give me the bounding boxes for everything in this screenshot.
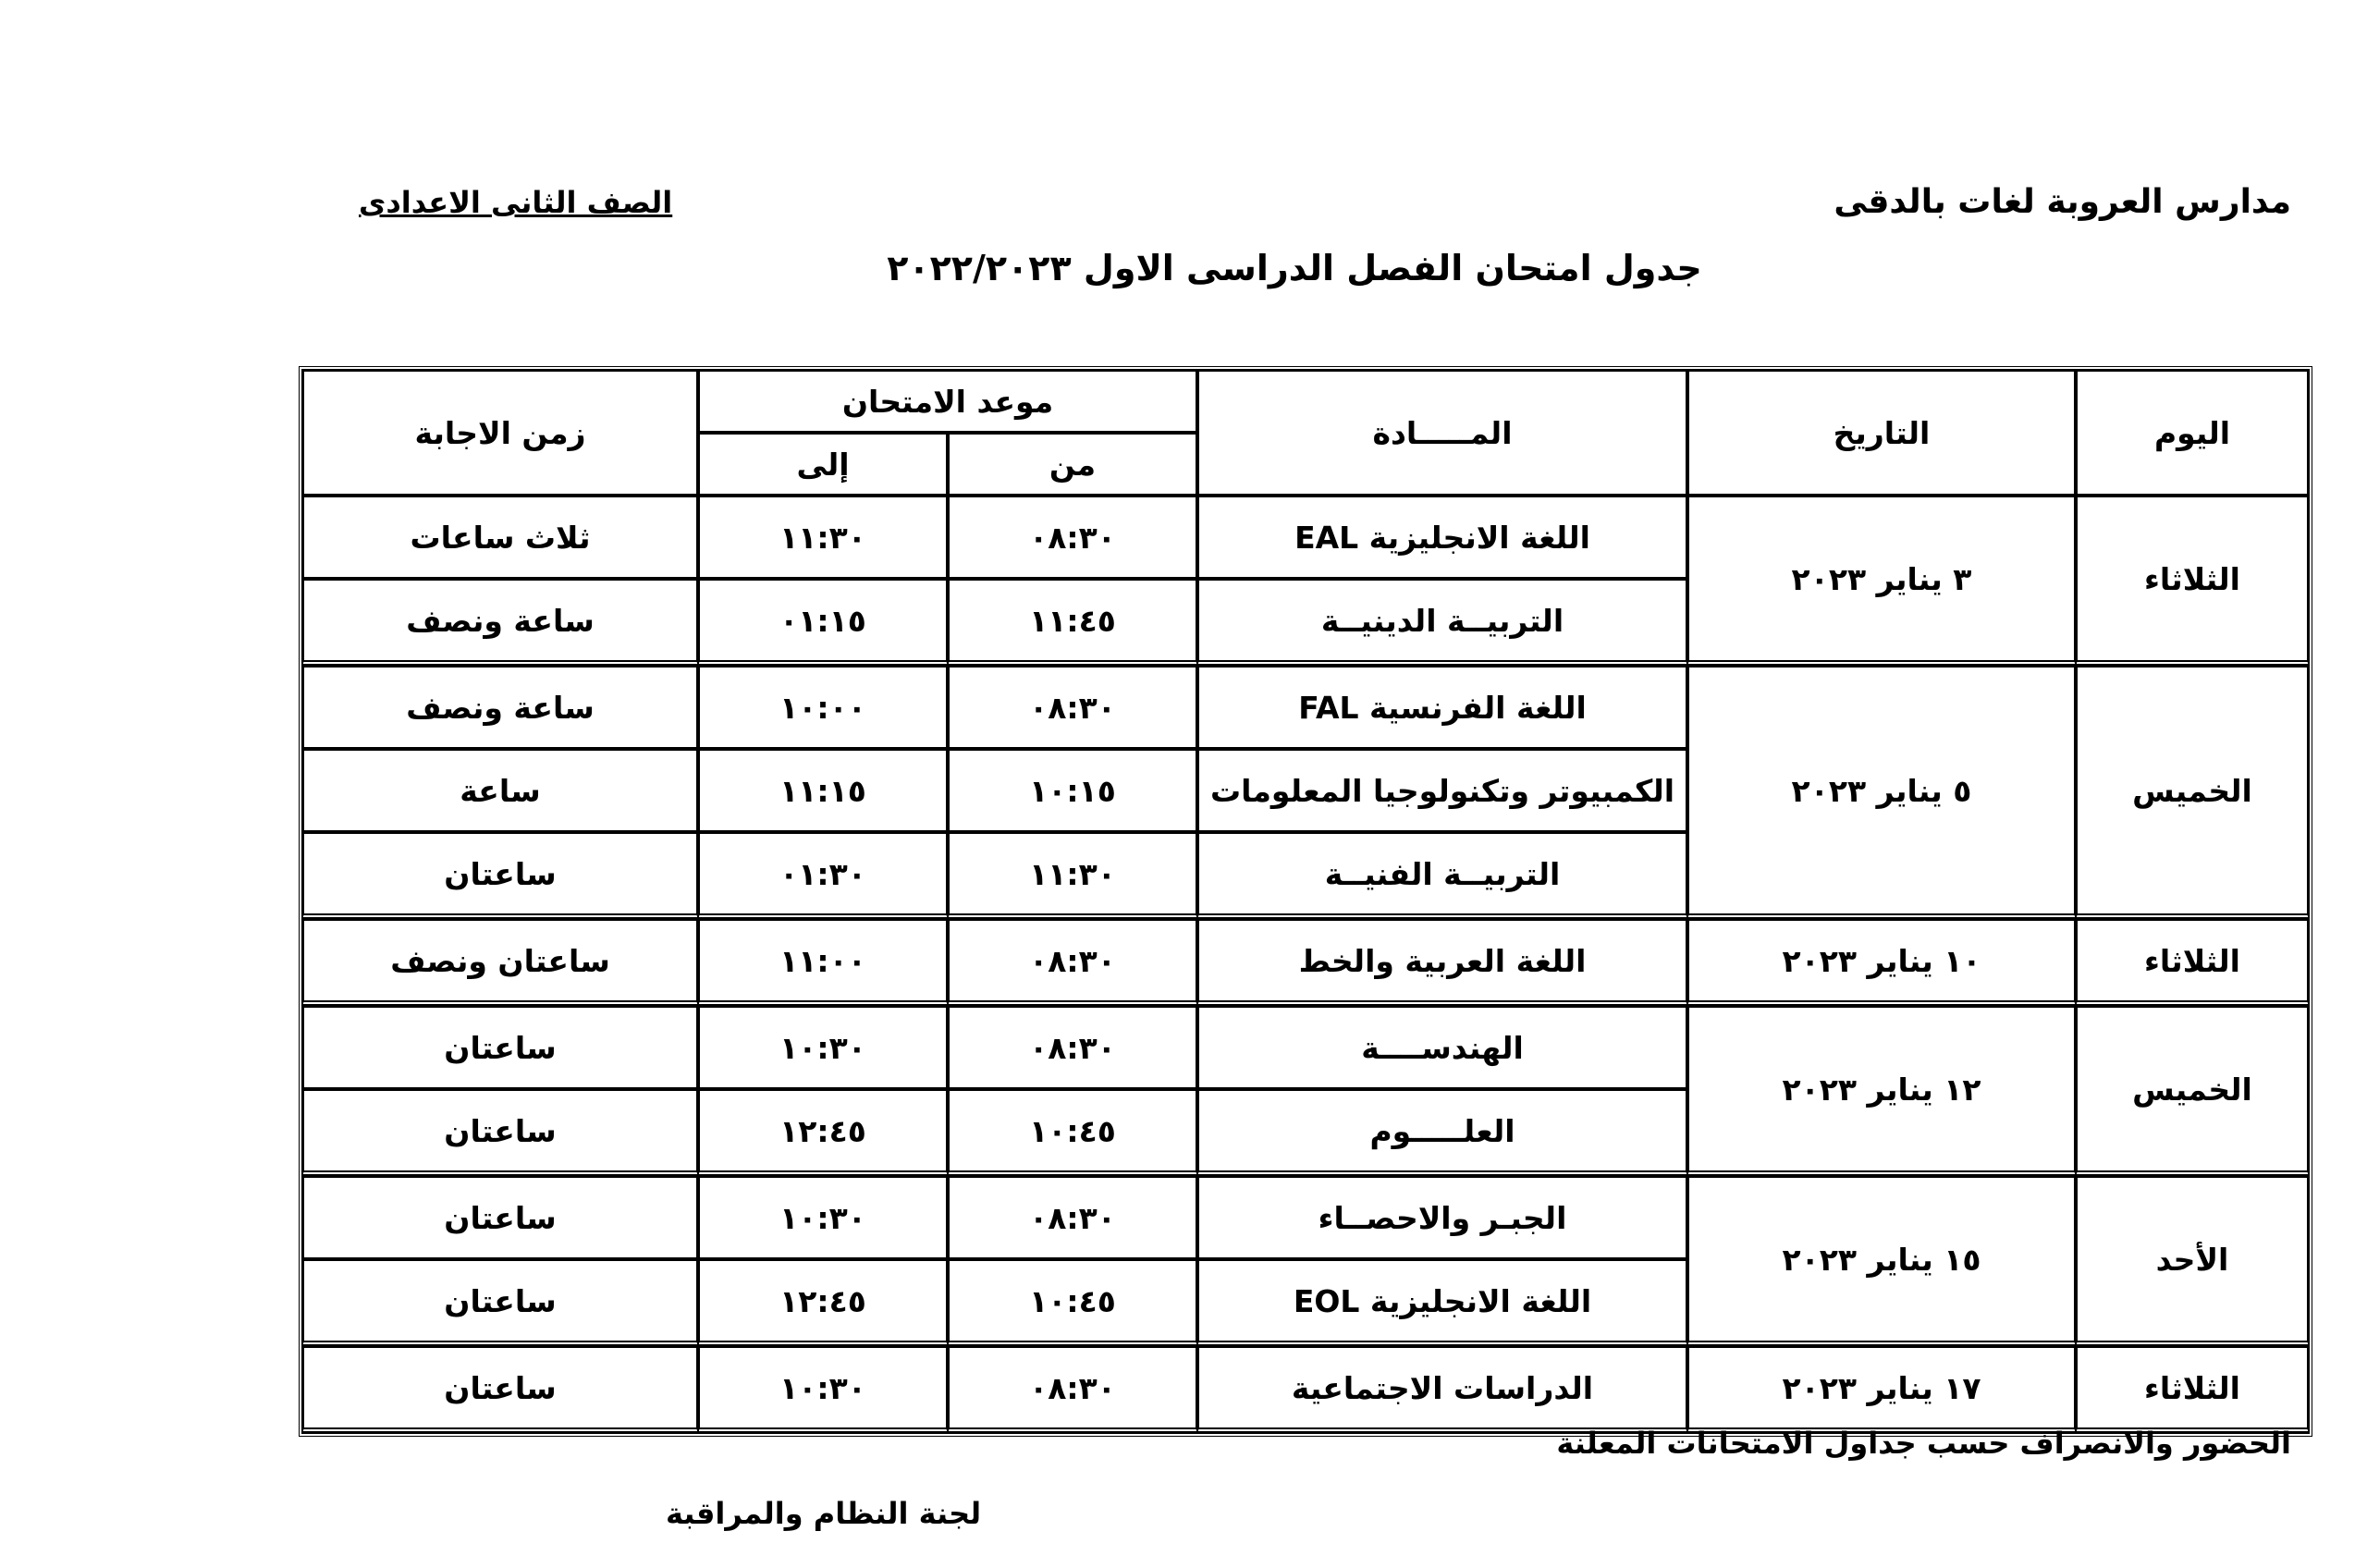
- from-time-cell: ٠٨:٣٠: [948, 666, 1197, 749]
- day-cell: الثلاثاء: [2076, 1346, 2309, 1433]
- header-to: إلى: [698, 433, 948, 496]
- table-row: [302, 1006, 2309, 1089]
- grade-label: الصف الثانى الاعدادى: [359, 185, 673, 220]
- to-time-cell: ٠١:٣٠: [698, 832, 948, 919]
- to-time-cell: ١٠:٠٠: [698, 666, 948, 749]
- subject-cell: التربيــة الدينيــة: [1197, 579, 1687, 666]
- day-cell: الخميس: [2076, 1006, 2309, 1176]
- table-row: [302, 919, 2309, 1006]
- day-cell: الخميس: [2076, 666, 2309, 919]
- subject-cell: التربيــة الفنيــة: [1197, 832, 1687, 919]
- date-cell: ١٧ يناير ٢٠٢٣: [1687, 1346, 2076, 1433]
- date-cell: ١٢ يناير ٢٠٢٣: [1687, 1006, 2076, 1176]
- date-cell: ٥ يناير ٢٠٢٣: [1687, 666, 2076, 919]
- committee-signature: لجنة النظام والمراقبة: [666, 1496, 982, 1531]
- school-name: مدارس العروبة لغات بالدقى: [1834, 183, 2291, 221]
- to-time-cell: ١٠:٣٠: [698, 1346, 948, 1433]
- to-time-cell: ١٠:٣٠: [698, 1176, 948, 1259]
- header-day: اليوم: [2076, 370, 2309, 496]
- duration-cell: ثلاث ساعات: [302, 496, 698, 579]
- table-row: [302, 1346, 2309, 1433]
- subject-cell: الهندســــة: [1197, 1006, 1687, 1089]
- header-duration: زمن الاجابة: [302, 370, 698, 496]
- day-cell: الثلاثاء: [2076, 919, 2309, 1006]
- header-exam-time: موعد الامتحان: [698, 370, 1197, 433]
- duration-cell: ساعتان: [302, 1089, 698, 1176]
- date-cell: ١٠ يناير ٢٠٢٣: [1687, 919, 2076, 1006]
- day-cell: الأحد: [2076, 1176, 2309, 1346]
- duration-cell: ساعتان: [302, 1176, 698, 1259]
- document-title: جدول امتحان الفصل الدراسى الاول ٢٠٢٢/٢٠٢٣: [887, 248, 1702, 288]
- to-time-cell: ٠١:١٥: [698, 579, 948, 666]
- to-time-cell: ١٢:٤٥: [698, 1089, 948, 1176]
- from-time-cell: ١٠:٤٥: [948, 1089, 1197, 1176]
- date-cell: ٣ يناير ٢٠٢٣: [1687, 496, 2076, 666]
- to-time-cell: ١٢:٤٥: [698, 1259, 948, 1346]
- exam-schedule-table-container: [306, 366, 2312, 1437]
- from-time-cell: ١١:٣٠: [948, 832, 1197, 919]
- subject-cell: الجبـر والاحصــاء: [1197, 1176, 1687, 1259]
- subject-cell: اللغة الانجليزية EOL: [1197, 1259, 1687, 1346]
- date-cell: ١٥ يناير ٢٠٢٣: [1687, 1176, 2076, 1346]
- duration-cell: ساعتان: [302, 1006, 698, 1089]
- to-time-cell: ١١:١٥: [698, 749, 948, 832]
- to-time-cell: ١١:٣٠: [698, 496, 948, 579]
- attendance-note: الحضور والانصراف حسب جداول الامتحانات المعلنة: [1556, 1426, 2291, 1461]
- duration-cell: ساعتان: [302, 832, 698, 919]
- duration-cell: ساعتان: [302, 1259, 698, 1346]
- duration-cell: ساعتان: [302, 1346, 698, 1433]
- subject-cell: الكمبيوتر وتكنولوجيا المعلومات: [1197, 749, 1687, 832]
- header-date: التاريخ: [1687, 370, 2076, 496]
- exam-schedule-table: [299, 366, 2312, 1437]
- subject-cell: اللغة الفرنسية FAL: [1197, 666, 1687, 749]
- duration-cell: ساعة ونصف: [302, 579, 698, 666]
- subject-cell: الدراسات الاجتماعية: [1197, 1346, 1687, 1433]
- table-row: [302, 1176, 2309, 1259]
- from-time-cell: ٠٨:٣٠: [948, 1346, 1197, 1433]
- from-time-cell: ١١:٤٥: [948, 579, 1197, 666]
- duration-cell: ساعة ونصف: [302, 666, 698, 749]
- from-time-cell: ٠٨:٣٠: [948, 1176, 1197, 1259]
- header-subject: المـــــادة: [1197, 370, 1687, 496]
- table-row: [302, 666, 2309, 749]
- header-from: من: [948, 433, 1197, 496]
- table-row: [302, 496, 2309, 579]
- from-time-cell: ٠٨:٣٠: [948, 1006, 1197, 1089]
- table-body: [302, 496, 2309, 1433]
- from-time-cell: ١٠:٤٥: [948, 1259, 1197, 1346]
- duration-cell: ساعة: [302, 749, 698, 832]
- day-cell: الثلاثاء: [2076, 496, 2309, 666]
- from-time-cell: ٠٨:٣٠: [948, 919, 1197, 1006]
- subject-cell: العلـــــوم: [1197, 1089, 1687, 1176]
- subject-cell: اللغة الانجليزية EAL: [1197, 496, 1687, 579]
- table-header: [302, 370, 2309, 496]
- from-time-cell: ٠٨:٣٠: [948, 496, 1197, 579]
- from-time-cell: ١٠:١٥: [948, 749, 1197, 832]
- to-time-cell: ١٠:٣٠: [698, 1006, 948, 1089]
- to-time-cell: ١١:٠٠: [698, 919, 948, 1006]
- duration-cell: ساعتان ونصف: [302, 919, 698, 1006]
- subject-cell: اللغة العربية والخط: [1197, 919, 1687, 1006]
